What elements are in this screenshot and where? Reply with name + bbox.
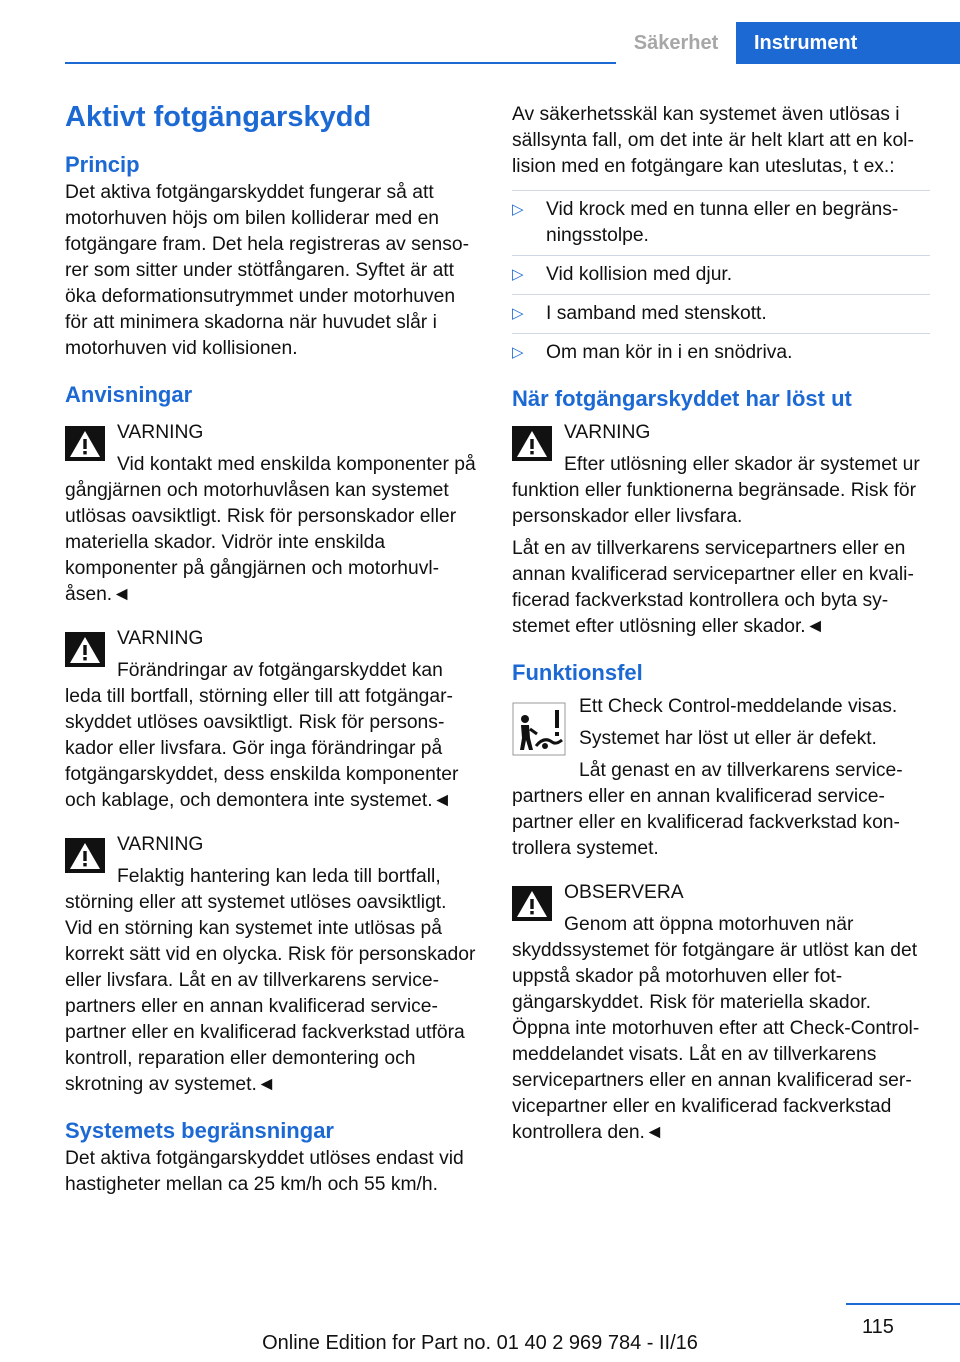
- princip-text: Det aktiva fotgängarskyddet fungerar så att motorhuven höjs om bilen kolliderar med en fotgängare fram. Det hela registreras av sensorer som sitter under stötfångaren. Syftet är att öka deformationsutrymmet under motorhuven för att minimera skadorna när huvudet slår i motorhuven vid kollisionen.: [65, 182, 470, 359]
- bullet-arrow-icon: ▷: [512, 201, 524, 218]
- divider: [512, 190, 930, 191]
- begransningar-text: Det aktiva fotgängarskyddet utlöses endast vid hastigheter mellan ca 25 km/h och 55 km/h.: [65, 1148, 464, 1195]
- fel-line-1: Ett Check Control-meddelande visas.: [579, 696, 898, 717]
- divider: [512, 294, 930, 295]
- warning-icon: [512, 426, 552, 461]
- warning-block-2: [65, 626, 479, 814]
- footer-rule: [846, 1303, 960, 1305]
- warning-text: Förändringar av fotgängarskyddet kan leda till bortfall, störning eller till att fotgängarskyddet utlöses oavsiktligt. Risk för personskador eller livsfara. Gör inga förändringar på fotgängarskyddet, dess enskilda komponenter och kablage, och demontera inte systemet.◄: [65, 660, 459, 811]
- warning-text: Felaktig hantering kan leda till bortfall, störning eller att systemet utlöses oavsiktligt. Vid en störning kan systemet inte utlösas på korrekt sätt vid en olycka. Risk för personskador eller livsfara. Låt en av tillverkarens servicepartners eller en annan kvalificerad servicepartner eller en kvalificerad fackverkstad utföra kontroll, reparation eller demontering och skrotning av systemet.◄: [65, 866, 476, 1095]
- intro-text: Av säkerhetsskäl kan systemet även utlösas i sällsynta fall, om det inte är helt klart att en kollision med en fotgängare kan uteslutas, t ex.:: [512, 104, 914, 177]
- warning-icon: [65, 426, 105, 461]
- notice-label: OBSERVERA: [564, 882, 684, 903]
- warning-block-1: [65, 420, 479, 608]
- warning-icon: [65, 838, 105, 873]
- funktionsfel-heading: Funktionsfel: [512, 660, 643, 685]
- warning-label: VARNING: [564, 422, 651, 443]
- tab-sakerhet[interactable]: Säkerhet: [616, 22, 736, 64]
- warning-icon: [65, 632, 105, 667]
- list-item: ▷ Vid krock med en tunna eller en begränsningsstolpe.: [512, 199, 899, 246]
- bullet-arrow-icon: ▷: [512, 344, 524, 361]
- page-title: Aktivt fotgängarskydd: [65, 101, 372, 133]
- notice-text: Genom att öppna motorhuven när skyddssystemet för fotgängare är utlöst kan det uppstå skador på motorhuven eller fotgängarskyddet. Risk för materiella skador. Öppna inte motorhuven efter att Check-Control-meddelandet visats. Låt en av tillverkarens servicepartners eller en annan kvalificerad servicepartner eller en kvalificerad fackverkstad kontrollera den.◄: [512, 914, 920, 1143]
- tab-instrument[interactable]: Instrument: [736, 22, 960, 64]
- divider: [512, 255, 930, 256]
- divider: [512, 333, 930, 334]
- fel-line-3: Låt genast en av tillverkarens servicepartners eller en annan kvalificerad servicepartner eller en kvalificerad fackverkstad kontrollera systemet.: [512, 760, 903, 859]
- warning-block-4: [512, 420, 930, 530]
- right-column: [512, 102, 930, 1146]
- warning-label: VARNING: [117, 628, 204, 649]
- princip-heading: Princip: [65, 152, 140, 177]
- begransningar-heading: Systemets begränsningar: [65, 1118, 334, 1143]
- edition-note: Online Edition for Part no. 01 40 2 969 784 - II/16: [262, 1332, 698, 1354]
- check-control-block: [512, 694, 930, 862]
- warning-text: Vid kontakt med enskilda komponenter på gångjärnen och motorhuvlåsen kan systemet utlösas oavsiktligt. Risk för personskador eller materiella skador. Vidrör inte enskilda komponenter på gångjärnen och motorhuvlåsen.◄: [65, 454, 476, 605]
- lost-text: Låt en av tillverkarens servicepartners eller en annan kvalificerad servicepartner eller en kvalificerad fackverkstad kontrollera och byta systemet efter utlösning eller skador.◄: [512, 538, 914, 637]
- anvisningar-heading: Anvisningar: [65, 382, 193, 407]
- fel-line-2: Systemet har löst ut eller är defekt.: [579, 728, 877, 749]
- list-item: ▷ I samband med stenskott.: [512, 301, 930, 327]
- bullet-arrow-icon: ▷: [512, 266, 524, 283]
- list-item: ▷ Vid kollision med djur.: [512, 262, 930, 288]
- list-item: ▷ Om man kör in i en snödriva.: [512, 340, 930, 366]
- left-column: [65, 98, 479, 1198]
- warning-label: VARNING: [117, 422, 204, 443]
- notice-block: [512, 880, 930, 1146]
- warning-label: VARNING: [117, 834, 204, 855]
- lost-heading: När fotgängarskyddet har löst ut: [512, 386, 852, 411]
- warning-text: Efter utlösning eller skador är systemet ur funktion eller funktionerna begränsade. Risk för personskador eller livsfara.: [512, 454, 920, 527]
- notice-icon: [512, 886, 552, 921]
- page-number: 115: [862, 1316, 894, 1338]
- bullet-arrow-icon: ▷: [512, 305, 524, 322]
- pedestrian-protection-icon: [512, 702, 566, 756]
- warning-block-3: [65, 832, 479, 1098]
